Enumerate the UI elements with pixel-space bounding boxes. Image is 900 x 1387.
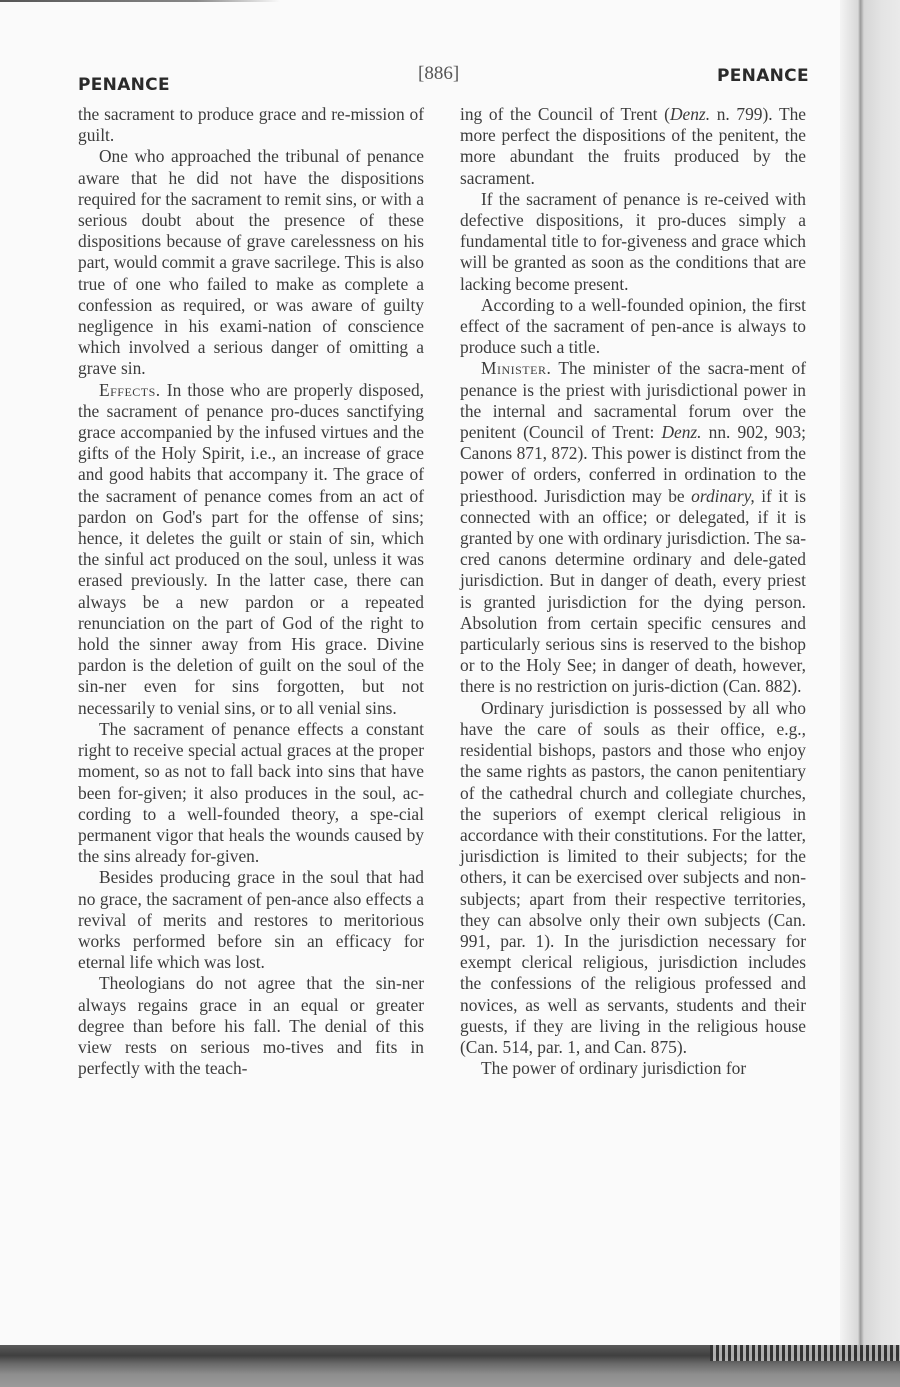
paragraph: According to a well-founded opinion, the first effect of the sacrament of pen-ance is always to produce such a title. xyxy=(460,294,806,358)
paragraph-text: ing of the Council of Trent ( xyxy=(460,104,670,124)
citation-italic: Denz. xyxy=(661,422,702,443)
paragraph: The power of ordinary jurisdiction for xyxy=(481,1058,747,1079)
section-heading-effects: Effects. xyxy=(99,379,161,400)
paragraph: Besides producing grace in the soul that had no grace, the sacrament of pen-ance also effects a revival of merits and restores to meritorious works performed before sin an efficacy for eternal life which was lost. xyxy=(78,867,424,973)
section-heading-minister: Minister. xyxy=(481,358,552,379)
book-bottom-edge xyxy=(0,1345,900,1387)
paragraph: Theologians do not agree that the sin-ner always regains grace in an equal or greater degree than before his fall. The denial of this view rests on serious mo-tives and fits in perfectly with the teach- xyxy=(78,973,424,1079)
paragraph-text: nn. 902, 903; Canons 871, 872). This power is distinct from the power of orders, conferred in ordination to the priesthood. Jurisdiction may be xyxy=(460,422,806,506)
paragraph-text: if it is connected with an office; or delegated, if it is granted by one with ordinary jurisdiction. The sa-cred canons determine ordinary and dele-gated jurisdiction. But in danger of death, every priest is granted jurisdiction for the dying person. Absolution from certain specific censures and particularly serious sins is reserved to the bishop or to the Holy See; in danger of death, however, there is no restriction on juris-diction (Can. 882). xyxy=(460,485,806,697)
page-number: [886] xyxy=(418,63,460,84)
paragraph xyxy=(460,104,806,189)
paragraph: If the sacrament of penance is re-ceived with defective dispositions, it pro-duces simply a fundamental title to for-giveness and grace which will be granted as soon as the conditions that are lacking become present. xyxy=(460,188,806,294)
left-text-column xyxy=(78,104,424,1079)
paragraph: The sacrament of penance effects a constant right to receive special actual graces at the proper moment, so as not to fall back into sins that have been for-given; it also produces in the soul, ac-cording to a well-founded theory, a spe-cial permanent vigor that heals the wounds caused by the sins already for-given. xyxy=(78,718,424,867)
page-edge-texture xyxy=(710,1345,900,1361)
paragraph-text: The minister of the sacra-ment of penance is the priest with jurisdictional power in the internal and sacramental forum over the penitent (Council of Trent: xyxy=(460,358,806,443)
right-text-column xyxy=(460,104,806,1079)
paragraph: the sacrament to produce grace and re-mission of guilt. xyxy=(78,104,424,146)
term-italic: ordinary, xyxy=(691,485,755,506)
paragraph-effects xyxy=(78,380,424,719)
paragraph: One who approached the tribunal of penance aware that he did not have the dispositions required for the sacrament to remit sins, or with a serious doubt about the presence of these dispositions because of grave carelessness on his part, would commit a grave sacrilege. This is also true of one who failed to make as complete a confession as required, or was aware of guilty negligence in his exami-nation of conscience which involved a serious danger of omitting a grave sin. xyxy=(78,146,424,379)
paragraph: Ordinary jurisdiction is possessed by all who have the care of souls as their office, e.g., residential bishops, pastors and those who enjoy the same rights as pastors, the canon penitentiary of the cathedral church and collegiate churches, the superiors of exempt clerical religious in accordance with their constitutions. For the latter, jurisdiction is limited to their subjects; for the others, it can be exercised over subjects and non-subjects; apart from their respective territories, they can absolve only their own subjects (Can. 991, par. 1). In the jurisdiction necessary for exempt clerical religious, jurisdiction includes the confessions of the religious professed and novices, as well as servants, students and their guests, if they are living in the religious house (Can. 514, par. 1, and Can. 875). xyxy=(460,697,806,1057)
running-head-left: PENANCE xyxy=(78,75,170,95)
citation-italic: Denz. xyxy=(669,104,711,124)
paragraph-text: In those who are properly disposed, the sacrament of penance pro-duces sanctifying grace accompanied by the infused virtues and the gifts of the Holy Spirit, i.e., an increase of grace and good habits that accompany it. The grace of the sacrament of penance comes from an act of pardon on God's part for the offense of sins; hence, it deletes the guilt or stain of sin, which the sinful act produced on the soul, unless it was erased previously. In the latter case, there can always be a new pardon or a repeated renunciation on the part of God of the right to hold the sinner away from His grace. Divine pardon is the deletion of guilt on the soul of the sin-ner even for sins forgotten, but not necessarily to venial sins, or to all venial sins. xyxy=(78,379,424,718)
paragraph-minister xyxy=(460,358,806,697)
page-top-shadow xyxy=(0,0,280,2)
paragraph-text: n. 799). The more perfect the dispositions of the penitent, the more abundant the fruits produced by the sacrament. xyxy=(460,104,806,188)
book-gutter-edge xyxy=(840,0,900,1345)
running-head-right: PENANCE xyxy=(717,66,809,86)
